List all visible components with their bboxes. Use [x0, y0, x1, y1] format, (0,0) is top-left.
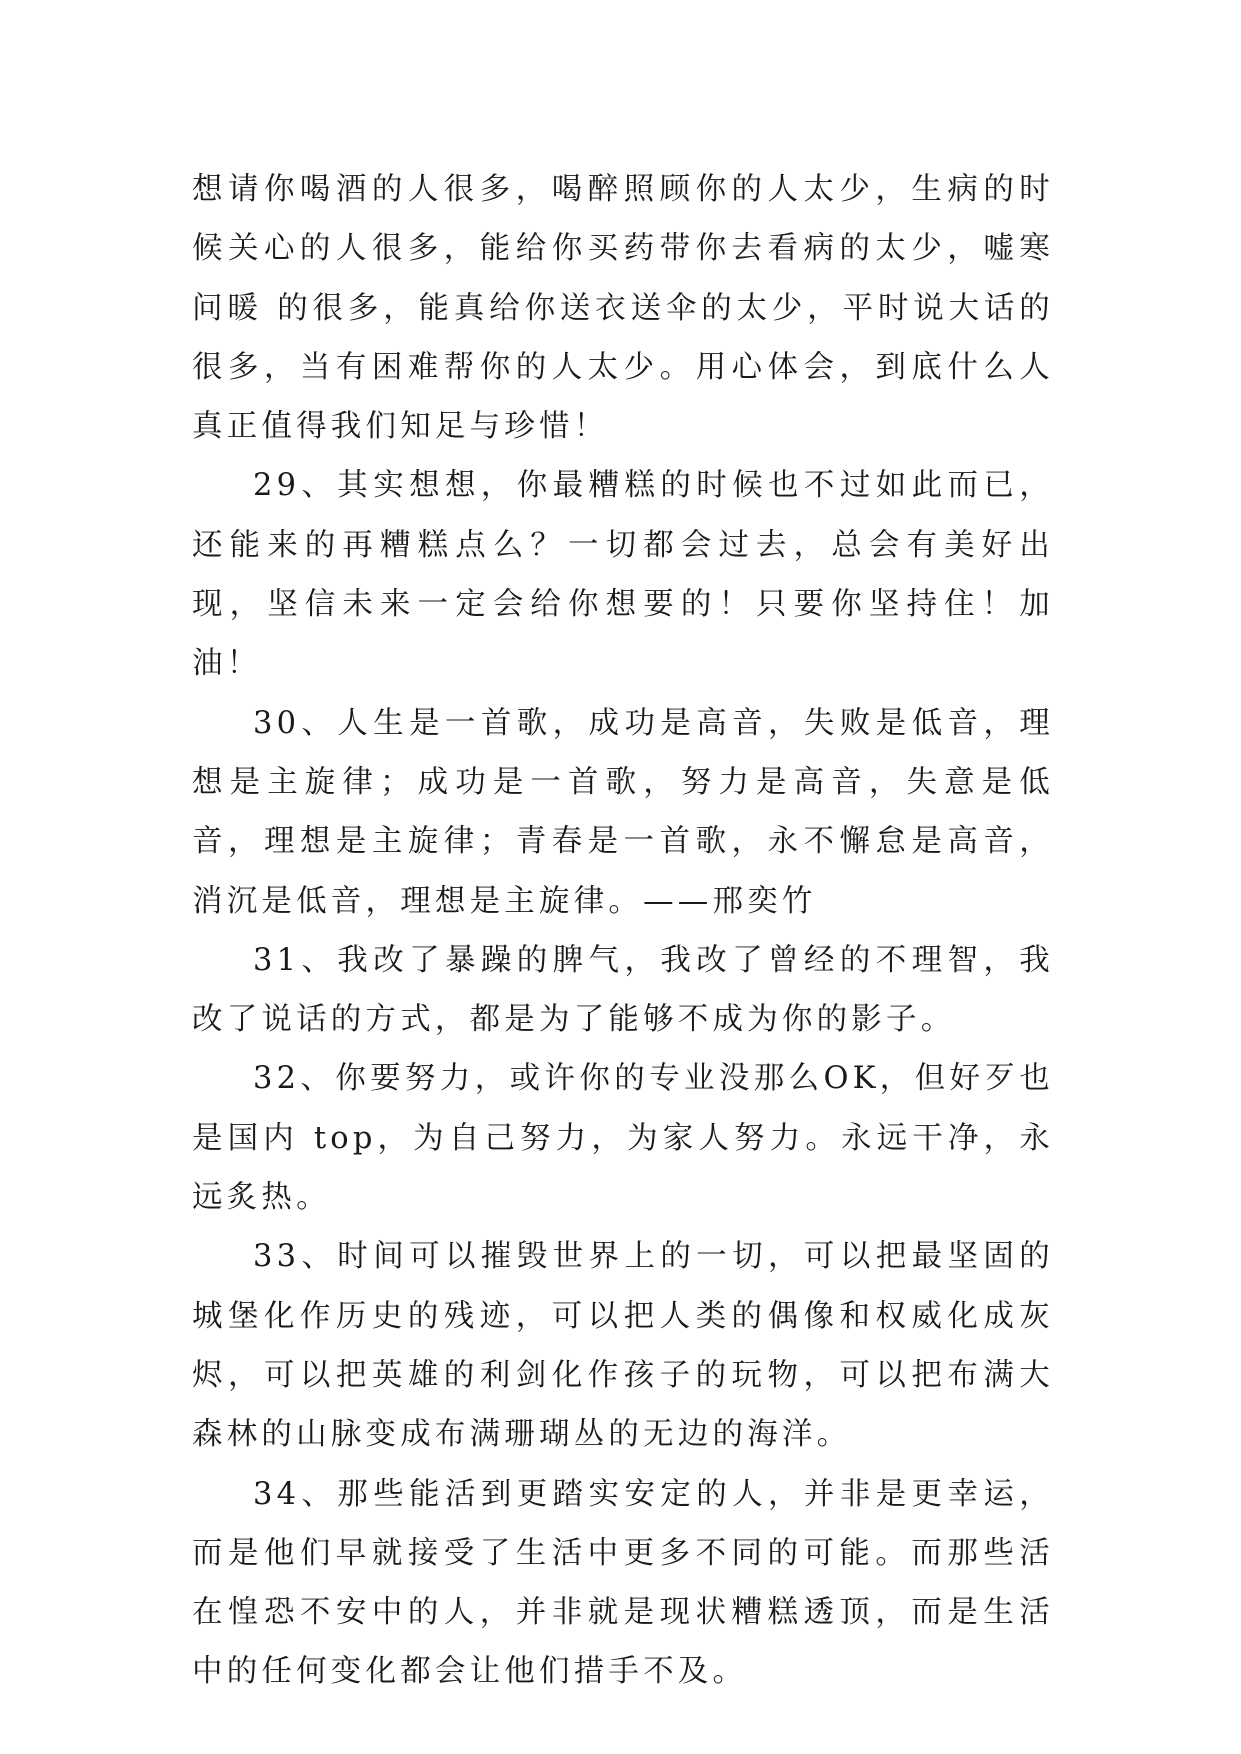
paragraph-31: 31、我改了暴躁的脾气，我改了曾经的不理智，我改了说话的方式，都是为了能够不成为你的影子。: [192, 942, 1054, 1038]
paragraph-29: 29、其实想想，你最糟糕的时候也不过如此而已，还能来的再糟糕点么？一切都会过去，总会有美好出现，坚信未来一定会给你想要的！只要你坚持住！加油！: [192, 468, 1054, 682]
paragraph-32: 32、你要努力，或许你的专业没那么OK，但好歹也是国内 top，为自己努力，为家人努力。永远干净，永远炙热。: [192, 1061, 1054, 1216]
document-page: [192, 160, 1054, 1702]
paragraph-30: 30、人生是一首歌，成功是高音，失败是低音，理想是主旋律；成功是一首歌，努力是高音，失意是低音，理想是主旋律；青春是一首歌，永不懈怠是高音，消沉是低音，理想是主旋律。——邢奕竹: [192, 705, 1054, 919]
paragraph-intro: 想请你喝酒的人很多，喝醉照顾你的人太少，生病的时候关心的人很多，能给你买药带你去看病的太少，嘘寒问暖 的很多，能真给你送衣送伞的太少，平时说大话的很多，当有困难帮你的人太少。用心体会，到底什么人真正值得我们知足与珍惜！: [192, 172, 1054, 445]
paragraph-34: 34、那些能活到更踏实安定的人，并非是更幸运，而是他们早就接受了生活中更多不同的可能。而那些活在惶恐不安中的人，并非就是现状糟糕透顶，而是生活中的任何变化都会让他们措手不及。: [192, 1476, 1054, 1690]
paragraph-33: 33、时间可以摧毁世界上的一切，可以把最坚固的城堡化作历史的残迹，可以把人类的偶像和权威化成灰烬，可以把英雄的利剑化作孩子的玩物，可以把布满大森林的山脉变成布满珊瑚丛的无边的海洋。: [192, 1239, 1054, 1453]
